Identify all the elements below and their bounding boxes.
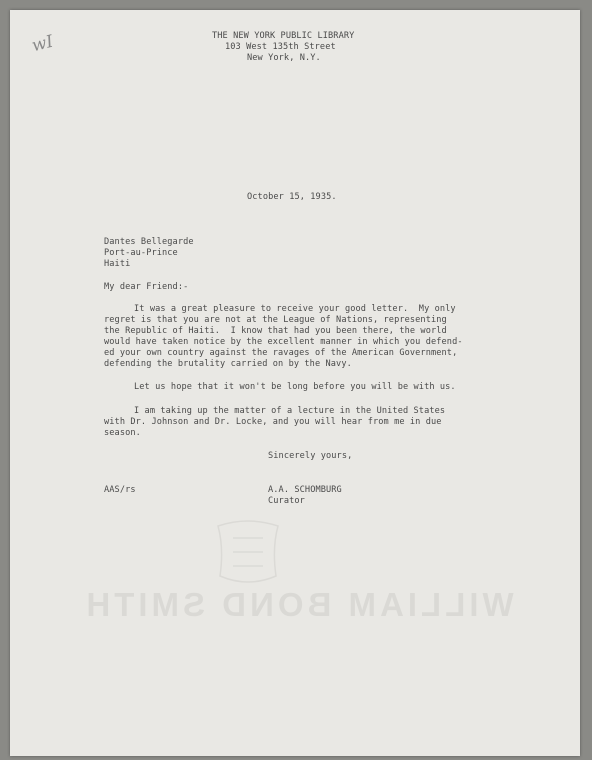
typist-initials: AAS/rs — [104, 485, 136, 495]
letter-date: October 15, 1935. — [247, 192, 337, 202]
body-line: would have taken notice by the excellent manner in which you defend- — [104, 337, 463, 347]
letterhead-line-1: THE NEW YORK PUBLIC LIBRARY — [212, 31, 355, 41]
body-line: I am taking up the matter of a lecture in the United States — [134, 406, 446, 416]
body-line: the Republic of Haiti. I know that had you been there, the world — [104, 326, 447, 336]
paper-watermark — [28, 518, 568, 638]
body-line: regret is that you are not at the League of Nations, representing — [104, 315, 447, 325]
letter-page — [10, 10, 580, 756]
body-line: defending the brutality carried on by the Navy. — [104, 359, 352, 369]
signer-title: Curator — [268, 496, 305, 506]
salutation: My dear Friend:- — [104, 282, 189, 292]
watermark-text: WILLIAM BOND SMITH — [82, 586, 514, 623]
handwritten-annotation: wI — [29, 31, 56, 57]
letterhead-line-3: New York, N.Y. — [247, 53, 321, 63]
body-line: ed your own country against the ravages of the American Government, — [104, 348, 458, 358]
closing: Sincerely yours, — [268, 451, 353, 461]
body-line: It was a great pleasure to receive your good letter. My only — [134, 304, 456, 314]
signer-name: A.A. SCHOMBURG — [268, 485, 342, 495]
body-line: season. — [104, 428, 141, 438]
recipient-line: Port-au-Prince — [104, 248, 178, 258]
recipient-line: Haiti — [104, 259, 131, 269]
letterhead-line-2: 103 West 135th Street — [225, 42, 336, 52]
body-line: with Dr. Johnson and Dr. Locke, and you will hear from me in due — [104, 417, 442, 427]
recipient-line: Dantes Bellegarde — [104, 237, 194, 247]
body-line: Let us hope that it won't be long before you will be with us. — [134, 382, 456, 392]
